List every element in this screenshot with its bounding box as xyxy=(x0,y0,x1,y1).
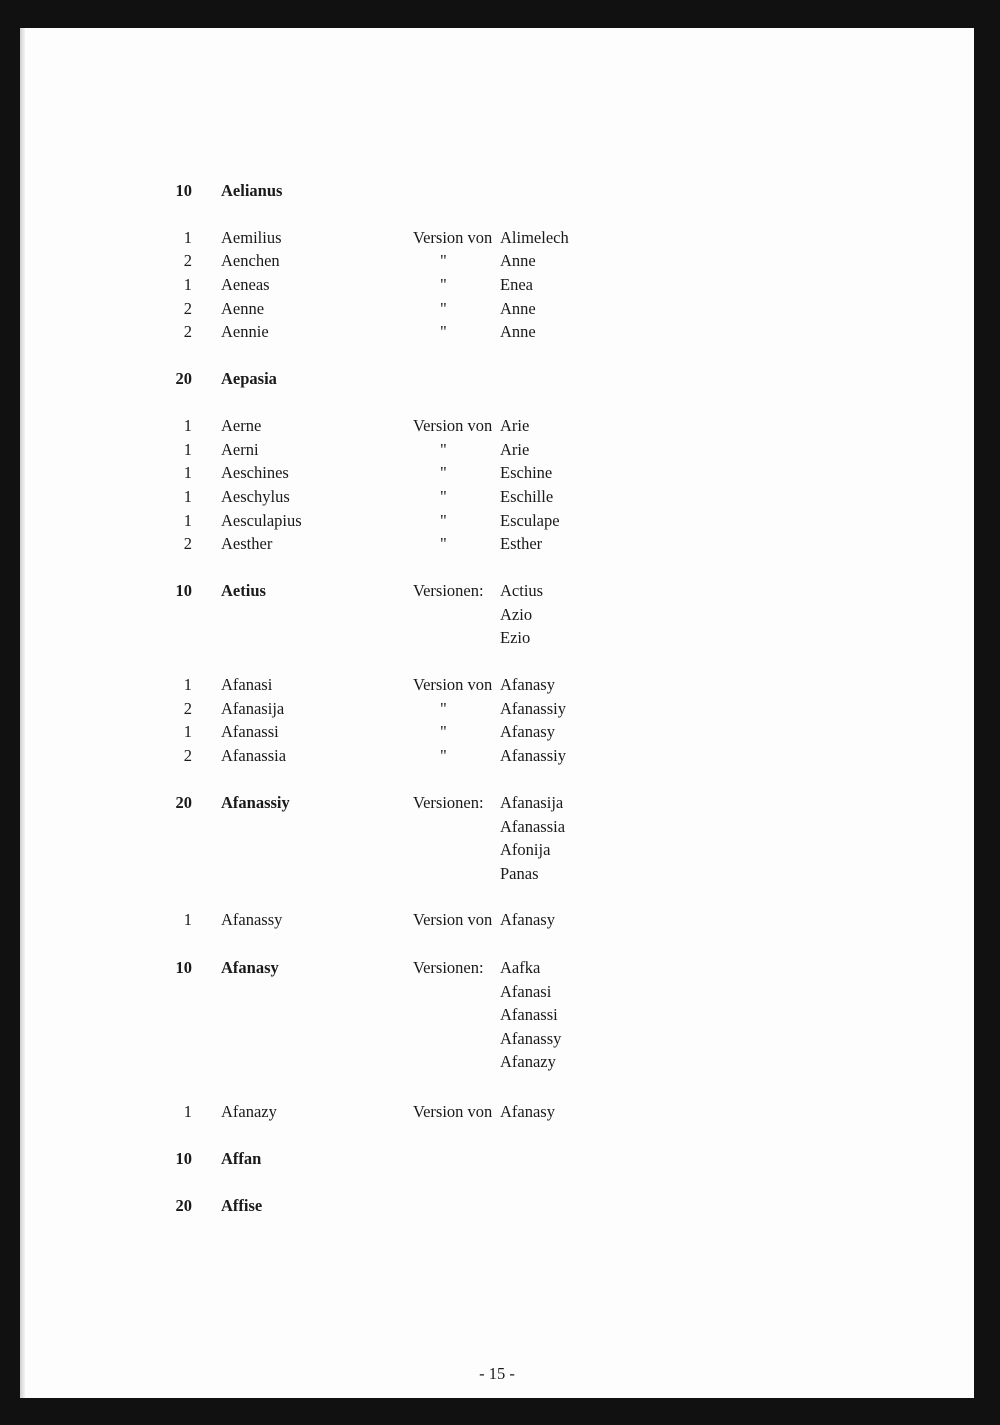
entry-value: Afanassiy xyxy=(500,699,566,718)
entry-name: Aenchen xyxy=(221,251,280,270)
entry-number: 1 xyxy=(183,511,192,530)
document-page xyxy=(20,28,974,1398)
entry-value: Afanassiy xyxy=(500,746,566,765)
ditto-mark: " xyxy=(440,699,447,718)
entry-note: Versionen: xyxy=(413,793,484,812)
entry-value: Esculape xyxy=(500,511,560,530)
entry-number: 1 xyxy=(183,228,192,247)
entry-value: Panas xyxy=(500,863,539,883)
entry-value: Azio xyxy=(500,604,533,624)
entry-value: Anne xyxy=(500,322,536,341)
ditto-mark: " xyxy=(440,275,447,294)
entry-value: Esther xyxy=(500,534,543,553)
entry-number: 1 xyxy=(183,1102,192,1121)
entry-name: Afanassy xyxy=(221,910,283,929)
entry-value: Afanasy xyxy=(500,1102,555,1121)
entry-name: Aesther xyxy=(221,534,273,553)
entry-number: 1 xyxy=(183,275,192,294)
entry-note: Version von xyxy=(413,416,493,435)
entry-number: 1 xyxy=(183,722,192,741)
entry-value: Afanassi xyxy=(500,1005,558,1025)
entry-value: Enea xyxy=(500,275,533,294)
entry-value: Arie xyxy=(500,440,530,459)
entry-value: Afanasija xyxy=(500,793,564,812)
ditto-mark: " xyxy=(440,463,447,482)
ditto-mark: " xyxy=(440,251,447,270)
entry-number: 2 xyxy=(183,746,192,765)
entry-number: 2 xyxy=(183,534,192,553)
ditto-mark: " xyxy=(440,299,447,318)
entry-note: Versionen: xyxy=(413,581,484,600)
entry-number: 20 xyxy=(175,793,192,812)
entry-value: Anne xyxy=(500,299,536,318)
entry-number: 1 xyxy=(183,416,192,435)
entry-number: 10 xyxy=(175,181,192,200)
entry-name: Aelianus xyxy=(221,181,283,200)
ditto-mark: " xyxy=(440,511,447,530)
entry-value: Afanasi xyxy=(500,981,552,1001)
entry-name: Aemilius xyxy=(221,228,282,247)
entry-value: Afanassia xyxy=(500,816,566,836)
ditto-mark: " xyxy=(440,746,447,765)
entry-name: Aerni xyxy=(221,440,259,459)
entry-number: 10 xyxy=(175,581,192,600)
entry-name: Aesculapius xyxy=(221,511,302,530)
entry-value: Aafka xyxy=(500,958,541,977)
entry-note: Version von xyxy=(413,1102,493,1121)
entry-number: 10 xyxy=(175,958,192,977)
entry-note: Version von xyxy=(413,228,493,247)
entry-number: 20 xyxy=(175,369,192,388)
entry-name: Afanazy xyxy=(221,1102,277,1121)
entry-name: Aeschines xyxy=(221,463,289,482)
entry-name: Aennie xyxy=(221,322,269,341)
entry-number: 2 xyxy=(183,299,192,318)
entry-name: Afanassia xyxy=(221,746,287,765)
entry-name: Aenne xyxy=(221,299,265,318)
entry-name: Aeneas xyxy=(221,275,270,294)
entry-number: 2 xyxy=(183,322,192,341)
entry-value: Eschine xyxy=(500,463,553,482)
ditto-mark: " xyxy=(440,722,447,741)
entry-number: 20 xyxy=(175,1196,192,1215)
entry-value: Afanasy xyxy=(500,722,555,741)
entry-name: Affise xyxy=(221,1196,263,1215)
entry-number: 1 xyxy=(183,910,192,929)
ditto-mark: " xyxy=(440,322,447,341)
entry-value: Alimelech xyxy=(500,228,569,247)
entry-value: Ezio xyxy=(500,628,531,648)
entry-number: 1 xyxy=(183,440,192,459)
entry-value: Afanasy xyxy=(500,675,555,694)
entry-note: Version von xyxy=(413,675,493,694)
entry-value: Anne xyxy=(500,251,536,270)
entry-value: Afonija xyxy=(500,840,551,860)
entry-value: Eschille xyxy=(500,487,554,506)
entry-name: Aetius xyxy=(221,581,266,600)
entry-number: 2 xyxy=(183,699,192,718)
entry-number: 1 xyxy=(183,487,192,506)
entry-name: Aerne xyxy=(221,416,262,435)
entry-value: Afanassy xyxy=(500,1028,562,1048)
entry-name: Affan xyxy=(221,1149,262,1168)
entry-value: Actius xyxy=(500,581,544,600)
entry-note: Version von xyxy=(413,910,493,929)
entry-number: 2 xyxy=(183,251,192,270)
entry-number: 1 xyxy=(183,675,192,694)
page-spine xyxy=(20,28,25,1398)
entry-name: Aeschylus xyxy=(221,487,290,506)
entry-name: Afanassi xyxy=(221,722,279,741)
entry-number: 10 xyxy=(175,1149,192,1168)
entry-name: Afanassiy xyxy=(221,793,290,812)
entry-name: Aepasia xyxy=(221,369,277,388)
entry-value: Arie xyxy=(500,416,530,435)
ditto-mark: " xyxy=(440,440,447,459)
entry-note: Versionen: xyxy=(413,958,484,977)
entry-number: 1 xyxy=(183,463,192,482)
entry-name: Afanasi xyxy=(221,675,273,694)
entry-name: Afanasija xyxy=(221,699,285,718)
page-number: - 15 - xyxy=(479,1364,515,1383)
entry-value: Afanazy xyxy=(500,1052,556,1072)
ditto-mark: " xyxy=(440,487,447,506)
entry-value: Afanasy xyxy=(500,910,555,929)
entry-name: Afanasy xyxy=(221,958,279,977)
ditto-mark: " xyxy=(440,534,447,553)
